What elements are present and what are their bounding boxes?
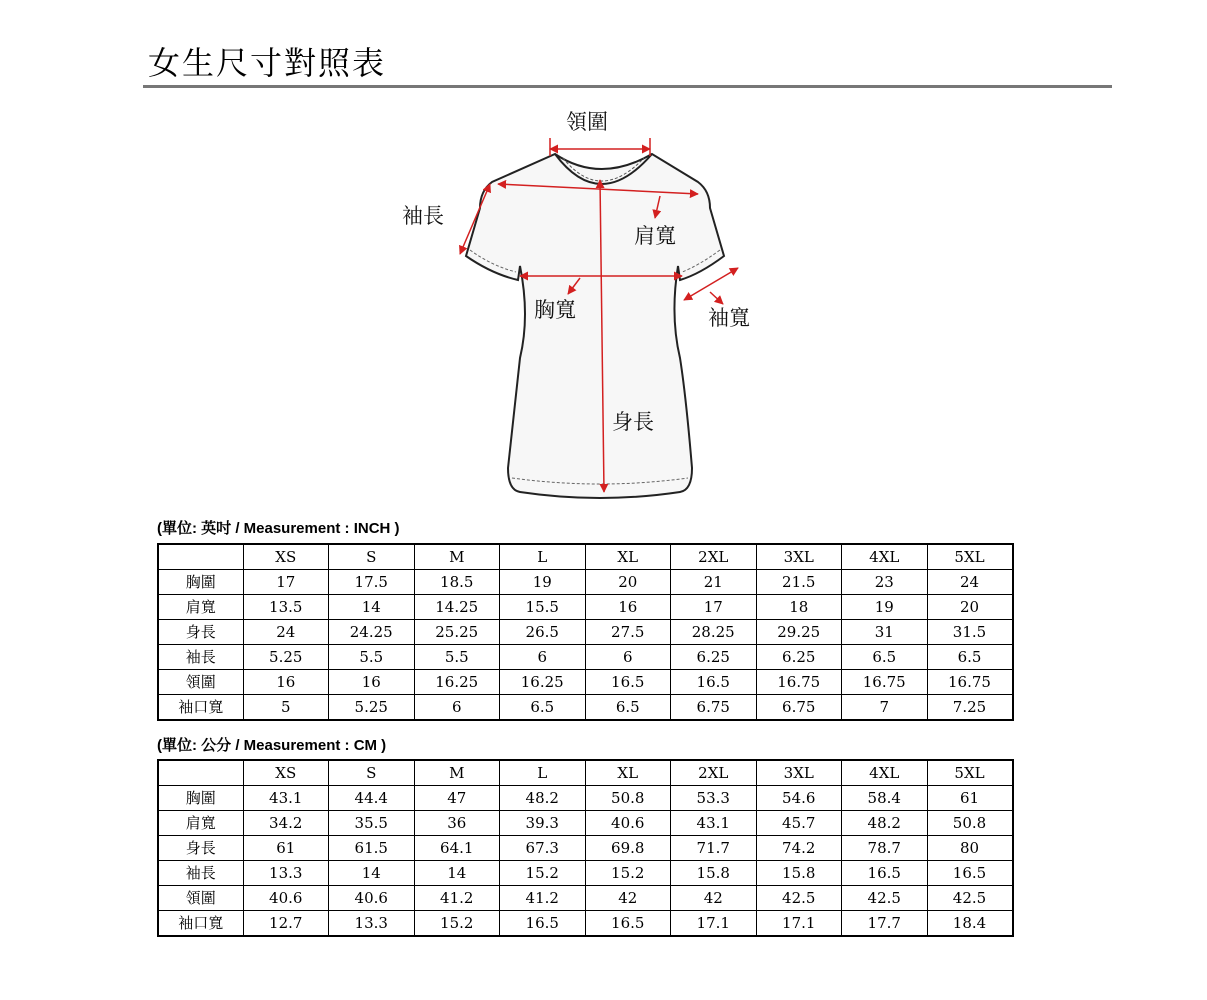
measurement-cell: 74.2 [756, 836, 842, 861]
measurement-cell: 47 [414, 786, 500, 811]
measurement-cell: 41.2 [500, 886, 586, 911]
measurement-cell: 24 [927, 570, 1013, 595]
measurement-cell: 16 [585, 595, 671, 620]
title-divider [143, 85, 1112, 88]
measurement-cell: 21 [671, 570, 757, 595]
measurement-cell: 16.5 [671, 670, 757, 695]
measurement-cell: 40.6 [585, 811, 671, 836]
measurement-cell: 16.5 [842, 861, 928, 886]
measurement-cell: 39.3 [500, 811, 586, 836]
measurement-cell: 6.25 [671, 645, 757, 670]
measurement-cell: 42.5 [842, 886, 928, 911]
measurement-cell: 42 [671, 886, 757, 911]
row-label: 袖口寬 [158, 695, 243, 721]
measurement-cell: 6.5 [842, 645, 928, 670]
measurement-cell: 6.5 [500, 695, 586, 721]
measurement-cell: 6.75 [671, 695, 757, 721]
table-row [158, 595, 1013, 620]
measurement-cell: 5 [243, 695, 329, 721]
measurement-cell: 34.2 [243, 811, 329, 836]
cm-size-table [157, 759, 1014, 937]
measurement-cell: 54.6 [756, 786, 842, 811]
measurement-cell: 5.25 [329, 695, 415, 721]
measurement-cell: 15.8 [671, 861, 757, 886]
measurement-cell: 17.1 [671, 911, 757, 937]
measurement-cell: 36 [414, 811, 500, 836]
table-row [158, 811, 1013, 836]
measurement-cell: 17.1 [756, 911, 842, 937]
measurement-cell: 5.25 [243, 645, 329, 670]
page-title: 女生尺寸對照表 [148, 44, 387, 82]
measurement-cell: 42 [585, 886, 671, 911]
corner-cell [158, 544, 243, 570]
measurement-cell: 18 [756, 595, 842, 620]
size-header: XS [243, 760, 329, 786]
measurement-cell: 19 [842, 595, 928, 620]
measurement-cell: 6 [585, 645, 671, 670]
row-label: 領圍 [158, 670, 243, 695]
measurement-cell: 7 [842, 695, 928, 721]
measurement-cell: 58.4 [842, 786, 928, 811]
measurement-cell: 43.1 [243, 786, 329, 811]
table-row [158, 911, 1013, 937]
measurement-cell: 48.2 [842, 811, 928, 836]
measurement-cell: 44.4 [329, 786, 415, 811]
inch-unit-label: (單位: 英吋 / Measurement : INCH ) [157, 520, 400, 537]
measurement-cell: 35.5 [329, 811, 415, 836]
label-cuff: 袖寬 [708, 306, 750, 330]
measurement-cell: 6 [414, 695, 500, 721]
measurement-cell: 17.7 [842, 911, 928, 937]
measurement-cell: 14 [329, 861, 415, 886]
inch-size-table [157, 543, 1014, 721]
measurement-cell: 17.5 [329, 570, 415, 595]
measurement-cell: 14 [414, 861, 500, 886]
measurement-cell: 41.2 [414, 886, 500, 911]
measurement-cell: 6.5 [927, 645, 1013, 670]
measurement-cell: 19 [500, 570, 586, 595]
row-label: 領圍 [158, 886, 243, 911]
size-header: M [414, 544, 500, 570]
label-body-length: 身長 [612, 410, 654, 434]
measurement-cell: 42.5 [756, 886, 842, 911]
measurement-cell: 31.5 [927, 620, 1013, 645]
size-header: 4XL [842, 544, 928, 570]
measurement-cell: 61.5 [329, 836, 415, 861]
label-neck: 領圍 [566, 110, 608, 134]
measurement-cell: 23 [842, 570, 928, 595]
size-header: XL [585, 544, 671, 570]
table-row [158, 861, 1013, 886]
size-header: 4XL [842, 760, 928, 786]
size-header: 3XL [756, 544, 842, 570]
measurement-cell: 48.2 [500, 786, 586, 811]
size-header: S [329, 544, 415, 570]
measurement-cell: 17 [671, 595, 757, 620]
table-row [158, 695, 1013, 721]
tshirt-diagram [380, 96, 800, 512]
measurement-cell: 20 [585, 570, 671, 595]
measurement-cell: 15.2 [414, 911, 500, 937]
measurement-cell: 16.25 [500, 670, 586, 695]
measurement-cell: 20 [927, 595, 1013, 620]
table-row [158, 570, 1013, 595]
measurement-cell: 6.5 [585, 695, 671, 721]
table-row [158, 786, 1013, 811]
measurement-cell: 28.25 [671, 620, 757, 645]
row-label: 袖長 [158, 645, 243, 670]
size-header: 3XL [756, 760, 842, 786]
measurement-cell: 21.5 [756, 570, 842, 595]
corner-cell [158, 760, 243, 786]
label-sleeve-length: 袖長 [402, 204, 444, 228]
measurement-cell: 53.3 [671, 786, 757, 811]
row-label: 袖口寬 [158, 911, 243, 937]
measurement-cell: 50.8 [927, 811, 1013, 836]
size-header: M [414, 760, 500, 786]
row-label: 身長 [158, 836, 243, 861]
measurement-cell: 16.5 [585, 670, 671, 695]
measurement-cell: 27.5 [585, 620, 671, 645]
measurement-cell: 24.25 [329, 620, 415, 645]
size-header: XS [243, 544, 329, 570]
table-header-row [158, 760, 1013, 786]
size-header: 5XL [927, 544, 1013, 570]
measurement-cell: 50.8 [585, 786, 671, 811]
measurement-cell: 16.25 [414, 670, 500, 695]
row-label: 肩寬 [158, 595, 243, 620]
measurement-cell: 26.5 [500, 620, 586, 645]
measurement-cell: 15.5 [500, 595, 586, 620]
table-header-row [158, 544, 1013, 570]
table-row [158, 886, 1013, 911]
measurement-cell: 16.5 [500, 911, 586, 937]
measurement-cell: 16 [243, 670, 329, 695]
measurement-cell: 18.4 [927, 911, 1013, 937]
measurement-cell: 13.3 [329, 911, 415, 937]
measurement-cell: 24 [243, 620, 329, 645]
row-label: 袖長 [158, 861, 243, 886]
measurement-cell: 61 [927, 786, 1013, 811]
row-label: 肩寬 [158, 811, 243, 836]
measurement-cell: 64.1 [414, 836, 500, 861]
measurement-cell: 12.7 [243, 911, 329, 937]
measurement-cell: 14.25 [414, 595, 500, 620]
measurement-cell: 7.25 [927, 695, 1013, 721]
measurement-cell: 78.7 [842, 836, 928, 861]
measurement-cell: 80 [927, 836, 1013, 861]
measurement-cell: 43.1 [671, 811, 757, 836]
size-header: L [500, 544, 586, 570]
size-header: 2XL [671, 760, 757, 786]
measurement-cell: 6 [500, 645, 586, 670]
size-header: L [500, 760, 586, 786]
table-row [158, 620, 1013, 645]
measurement-cell: 15.2 [500, 861, 586, 886]
measurement-cell: 42.5 [927, 886, 1013, 911]
row-label: 身長 [158, 620, 243, 645]
measurement-cell: 17 [243, 570, 329, 595]
measurement-cell: 15.2 [585, 861, 671, 886]
size-header: S [329, 760, 415, 786]
measurement-cell: 16.5 [927, 861, 1013, 886]
measurement-cell: 61 [243, 836, 329, 861]
measurement-cell: 69.8 [585, 836, 671, 861]
measurement-cell: 31 [842, 620, 928, 645]
measurement-cell: 40.6 [243, 886, 329, 911]
measurement-cell: 16.75 [842, 670, 928, 695]
measurement-cell: 14 [329, 595, 415, 620]
size-header: 2XL [671, 544, 757, 570]
measurement-cell: 16.75 [927, 670, 1013, 695]
label-chest: 胸寬 [534, 298, 576, 322]
table-row [158, 645, 1013, 670]
measurement-cell: 15.8 [756, 861, 842, 886]
measurement-cell: 16 [329, 670, 415, 695]
measurement-cell: 16.5 [585, 911, 671, 937]
measurement-cell: 13.3 [243, 861, 329, 886]
measurement-cell: 5.5 [329, 645, 415, 670]
measurement-cell: 13.5 [243, 595, 329, 620]
measurement-cell: 6.25 [756, 645, 842, 670]
size-header: 5XL [927, 760, 1013, 786]
measurement-cell: 71.7 [671, 836, 757, 861]
measurement-cell: 40.6 [329, 886, 415, 911]
size-header: XL [585, 760, 671, 786]
measurement-cell: 45.7 [756, 811, 842, 836]
measurement-cell: 25.25 [414, 620, 500, 645]
row-label: 胸圍 [158, 570, 243, 595]
measurement-cell: 6.75 [756, 695, 842, 721]
measurement-cell: 5.5 [414, 645, 500, 670]
row-label: 胸圍 [158, 786, 243, 811]
measurement-cell: 18.5 [414, 570, 500, 595]
measurement-cell: 67.3 [500, 836, 586, 861]
measurement-cell: 29.25 [756, 620, 842, 645]
label-shoulder: 肩寬 [634, 224, 676, 248]
cm-unit-label: (單位: 公分 / Measurement : CM ) [157, 737, 387, 754]
table-row [158, 670, 1013, 695]
measurement-cell: 16.75 [756, 670, 842, 695]
table-row [158, 836, 1013, 861]
